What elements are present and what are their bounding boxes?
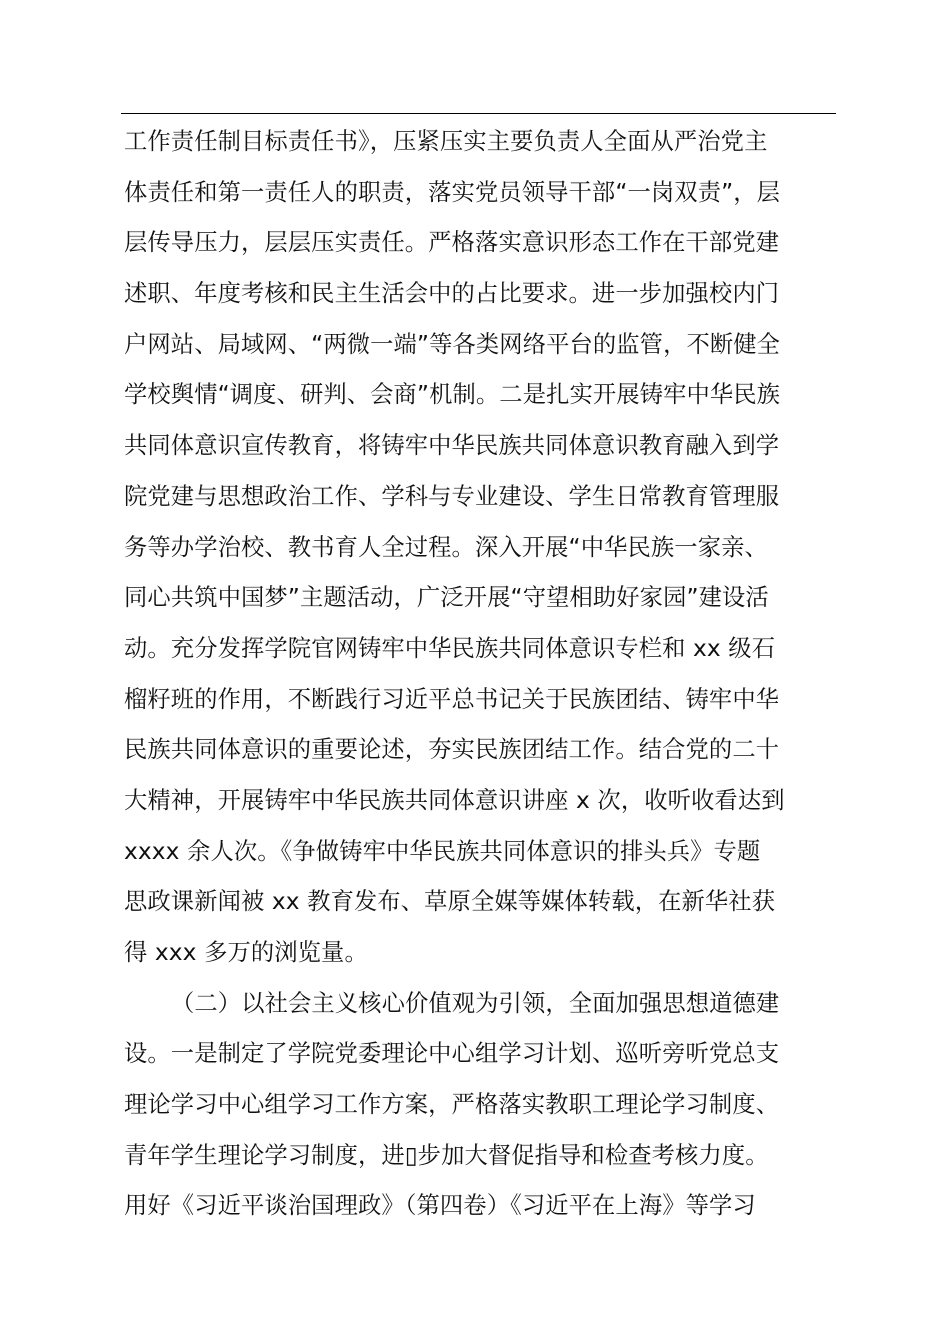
text-line-content: 院党建与思想政治工作、学科与专业建设、学生日常教育管理服 [124, 482, 780, 510]
text-line-12 [124, 675, 840, 726]
header-rule [121, 113, 836, 114]
text-line-content: 工作责任制目标责任书》，压紧压实主要负责人全面从严治党主 [124, 128, 768, 155]
text-line-1 [124, 117, 840, 168]
text-line-content: 户网站、局域网、“两微一端”等各类网络平台的监管，不断健全 [124, 330, 781, 358]
text-line-content: 学校舆情“调度、研判、会商”机制。二是扎实开展铸牢中华民族 [124, 381, 781, 409]
text-line-content: 榴籽班的作用，不断践行习近平总书记关于民族团结、铸牢中华 [124, 685, 780, 713]
text-line-content: xxxx 余人次。《争做铸牢中华民族共同体意识的排头兵》专题 [124, 837, 761, 865]
text-line-content: 共同体意识宣传教育，将铸牢中华民族共同体意识教育融入到学 [124, 432, 780, 460]
text-line-14 [124, 776, 840, 827]
text-line-content: （二）以社会主义核心价值观为引领，全面加强思想道德建 [171, 989, 780, 1017]
text-line-content: 设。一是制定了学院党委理论中心组学习计划、巡听旁听党总支 [124, 1040, 780, 1068]
text-line-4 [124, 269, 840, 320]
text-line-content: 同心共筑中国梦”主题活动，广泛开展“守望相助好家园”建设活 [124, 584, 769, 612]
text-line-10 [124, 573, 840, 624]
text-line-15 [124, 827, 840, 878]
text-line-3 [124, 218, 840, 269]
text-line-19 [124, 1029, 840, 1080]
text-line-content: 体责任和第一责任人的职责，落实党员领导干部“一岗双责”，层 [124, 178, 781, 206]
text-line-content: 思政课新闻被 xx 教育发布、草原全媒等媒体转载，在新华社获 [124, 888, 776, 916]
text-line-21 [124, 1131, 840, 1182]
text-line-content: 动。充分发挥学院官网铸牢中华民族共同体意识专栏和 xx 级石 [124, 634, 776, 662]
text-line-22 [124, 1181, 840, 1232]
text-line-content: 青年学生理论学习制度，进▯步加大督促指导和检查考核力度。 [124, 1141, 769, 1169]
text-line-content: 层传导压力，层层压实责任。严格落实意识形态工作在干部党建 [124, 229, 780, 257]
text-line-2 [124, 168, 840, 219]
text-line-content: 得 xxx 多万的浏览量。 [124, 939, 368, 966]
text-line-16 [124, 877, 840, 928]
body-text [124, 117, 840, 1232]
text-line-content: 述职、年度考核和民主生活会中的占比要求。进一步加强校内门 [124, 280, 780, 308]
text-line-content: 用好《习近平谈治国理政》（第四卷）《习近平在上海》等学习 [124, 1192, 756, 1220]
text-line-20 [124, 1080, 840, 1131]
text-line-5 [124, 320, 840, 371]
text-line-18 [124, 979, 840, 1030]
text-line-content: 民族共同体意识的重要论述，夯实民族团结工作。结合党的二十 [124, 736, 780, 764]
text-line-content: 务等办学治校、教书育人全过程。深入开展“中华民族一家亲、 [124, 533, 768, 561]
text-line-17 [124, 928, 840, 979]
text-line-content: 大精神，开展铸牢中华民族共同体意识讲座 x 次，收听收看达到 [124, 786, 785, 814]
text-line-8 [124, 472, 840, 523]
text-line-9 [124, 523, 840, 574]
text-line-11 [124, 624, 840, 675]
text-line-13 [124, 725, 840, 776]
text-line-content: 理论学习中心组学习工作方案，严格落实教职工理论学习制度、 [124, 1091, 780, 1119]
text-line-7 [124, 421, 840, 472]
text-line-6 [124, 370, 840, 421]
